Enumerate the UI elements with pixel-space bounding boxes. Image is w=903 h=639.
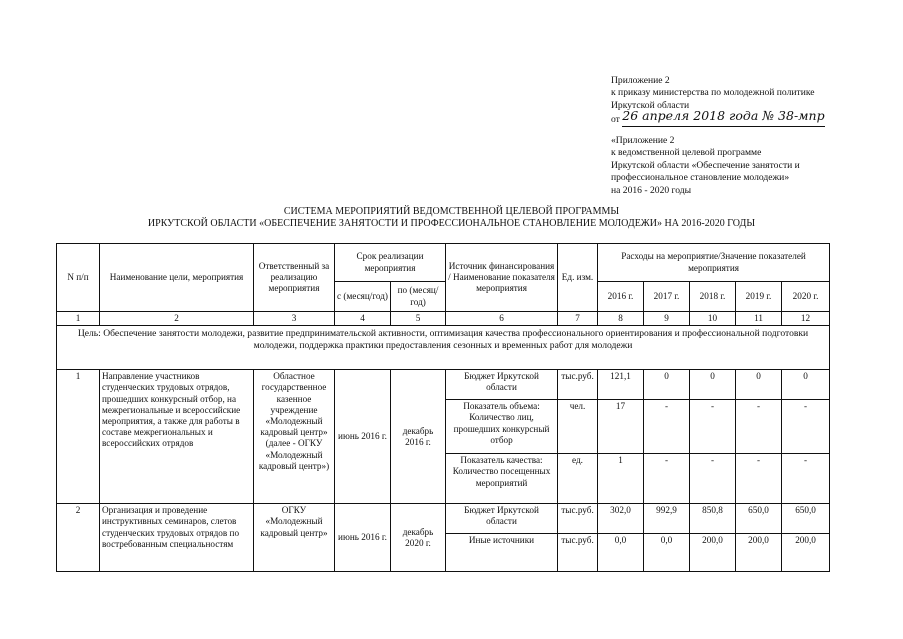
value-2019: 650,0 (736, 504, 782, 534)
header-row (57, 244, 830, 282)
row-number: 1 (57, 370, 100, 504)
table-row (57, 370, 830, 400)
period-from: июнь 2016 г. (335, 370, 391, 504)
column-number: 2 (100, 312, 254, 326)
column-number: 4 (335, 312, 391, 326)
value-2018: 0 (690, 370, 736, 400)
row-number: 2 (57, 504, 100, 572)
header-year-2017: 2017 г. (644, 282, 690, 312)
value-2019: - (736, 454, 782, 504)
responsible-org: Областное государственное казенное учреждение «Молодежный кадровый центр» (далее - ОГКУ «Молодежный кадровый центр») (254, 370, 335, 504)
appendix-line: профессиональное становление молодежи» (611, 172, 790, 184)
value-2017: 0,0 (644, 534, 690, 572)
value-2019: - (736, 400, 782, 454)
order-date-line (611, 108, 825, 127)
unit: тыс.руб. (558, 504, 598, 534)
column-number: 10 (690, 312, 736, 326)
unit: ед. (558, 454, 598, 504)
column-number: 6 (446, 312, 558, 326)
header-source: Источник финансирования / Наименование показателя мероприятия (446, 244, 558, 312)
appendix-line: Приложение 2 (611, 75, 670, 86)
table-row (57, 504, 830, 534)
appendix-ministry-order (611, 75, 825, 127)
measure-name: Организация и проведение инструктивных семинаров, слетов студенческих трудовых отрядов по востребованным специальностям (100, 504, 254, 572)
handwritten-date: 26 апреля 2018 года № 38-мпр (622, 112, 824, 127)
appendix-line: Иркутской области «Обеспечение занятости и (611, 159, 800, 171)
value-2020: - (782, 454, 830, 504)
appendix-line: к приказу министерства по молодежной политике (611, 87, 815, 99)
value-2020: - (782, 400, 830, 454)
value-2018: - (690, 400, 736, 454)
value-2020: 0 (782, 370, 830, 400)
value-2018: - (690, 454, 736, 504)
appendix-line: к ведомственной целевой программе (611, 147, 762, 159)
value-2017: - (644, 400, 690, 454)
header-period-to: по (месяц/год) (391, 282, 446, 312)
value-2016: 302,0 (598, 504, 644, 534)
value-2020: 650,0 (782, 504, 830, 534)
indicator-name: Показатель объема: Количество лиц, прошедших конкурсный отбор (446, 400, 558, 454)
appendix-line: на 2016 - 2020 годы (611, 184, 692, 196)
document-title (0, 206, 903, 231)
date-prefix: от (611, 114, 620, 126)
header-year-2016: 2016 г. (598, 282, 644, 312)
unit: чел. (558, 400, 598, 454)
period-to: декабрь 2016 г. (391, 370, 446, 504)
period-to: декабрь 2020 г. (391, 504, 446, 572)
header-num: N п/п (57, 244, 100, 312)
value-2016: 1 (598, 454, 644, 504)
value-2017: 992,9 (644, 504, 690, 534)
column-numbers-row (57, 312, 830, 326)
value-2020: 200,0 (782, 534, 830, 572)
value-2017: 0 (644, 370, 690, 400)
responsible-org: ОГКУ «Молодежный кадровый центр» (254, 504, 335, 572)
period-from: июнь 2016 г. (335, 504, 391, 572)
title-line-1: СИСТЕМА МЕРОПРИЯТИЙ ВЕДОМСТВЕННОЙ ЦЕЛЕВОЙ ПРОГРАММЫ (283, 206, 620, 217)
column-number: 11 (736, 312, 782, 326)
value-2018: 200,0 (690, 534, 736, 572)
column-number: 3 (254, 312, 335, 326)
value-2016: 0,0 (598, 534, 644, 572)
column-number: 8 (598, 312, 644, 326)
header-unit: Ед. изм. (558, 244, 598, 312)
column-number: 12 (782, 312, 830, 326)
title-line-2: ИРКУТСКОЙ ОБЛАСТИ «ОБЕСПЕЧЕНИЕ ЗАНЯТОСТИ И ПРОФЕССИОНАЛЬНОЕ СТАНОВЛЕНИЕ МОЛОДЕЖИ» НА 2016-2020 ГОДЫ (147, 218, 756, 230)
value-2016: 121,1 (598, 370, 644, 400)
unit: тыс.руб. (558, 370, 598, 400)
unit: тыс.руб. (558, 534, 598, 572)
appendix-line: «Приложение 2 (611, 135, 675, 146)
column-number: 1 (57, 312, 100, 326)
header-period-from: с (месяц/год) (335, 282, 391, 312)
appendix-line: Иркутской области (611, 99, 690, 111)
goal-row (57, 326, 830, 370)
value-2017: - (644, 454, 690, 504)
header-expenses: Расходы на мероприятие/Значение показателей мероприятия (598, 244, 830, 282)
header-name: Наименование цели, мероприятия (100, 244, 254, 312)
indicator-name: Показатель качества: Количество посещенных мероприятий (446, 454, 558, 504)
value-2019: 0 (736, 370, 782, 400)
header-year-2020: 2020 г. (782, 282, 830, 312)
measure-name: Направление участников студенческих трудовых отрядов, прошедших конкурсный отбор, на межрегиональные и всероссийские мероприятия, а также для работы в составе межрегиональных и всероссийских отрядов (100, 370, 254, 504)
value-2018: 850,8 (690, 504, 736, 534)
column-number: 5 (391, 312, 446, 326)
appendix-target-program (611, 135, 800, 197)
value-2019: 200,0 (736, 534, 782, 572)
goal-text: Цель: Обеспечение занятости молодежи, развитие предпринимательской активности, оптимизация качества профессионального ориентирования и профессиональной подготовки молодежи, поддержка практики предоставления сезонных и временных работ для молодежи (57, 326, 830, 370)
header-responsible: Ответственный за реализацию мероприятия (254, 244, 335, 312)
measures-table (56, 243, 830, 572)
column-number: 9 (644, 312, 690, 326)
header-year-2018: 2018 г. (690, 282, 736, 312)
header-period: Срок реализации мероприятия (335, 244, 446, 282)
header-year-2019: 2019 г. (736, 282, 782, 312)
column-number: 7 (558, 312, 598, 326)
funding-source: Бюджет Иркутской области (446, 370, 558, 400)
value-2016: 17 (598, 400, 644, 454)
funding-source: Бюджет Иркутской области (446, 504, 558, 534)
funding-source: Иные источники (446, 534, 558, 572)
